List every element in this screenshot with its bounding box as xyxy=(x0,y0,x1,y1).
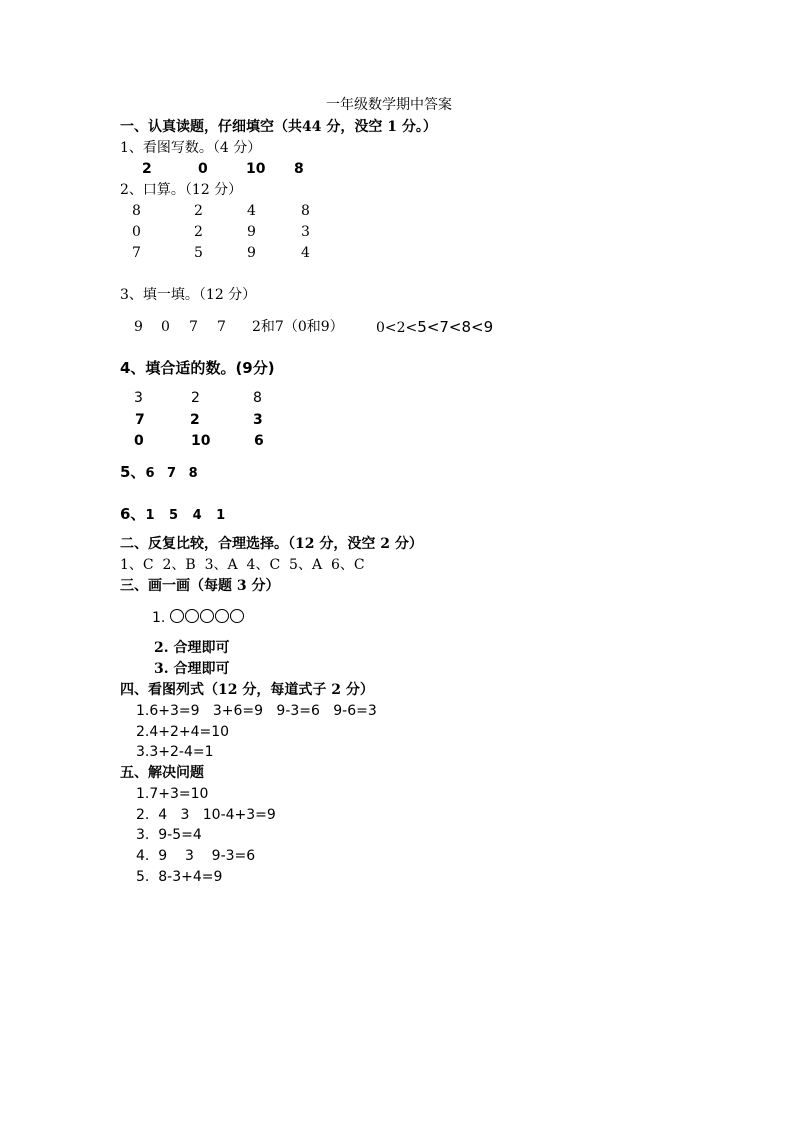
q3-compare-prefix: 0<2< xyxy=(376,320,418,336)
section2-heading: 二、反复比较，合理选择。（12 分，没空 2 分） xyxy=(120,536,423,552)
q1-label: 1、看图写数。（4 分） xyxy=(120,140,262,156)
page-title: 一年级数学期中答案 xyxy=(326,97,452,113)
q6-line xyxy=(120,505,225,525)
q6-label: 6、 xyxy=(120,505,146,523)
q1-answer: 8 xyxy=(294,161,304,177)
section1-heading: 一、认真读题，仔细填空（共44 分，没空 1 分。） xyxy=(120,119,437,135)
q1-answer: 10 xyxy=(246,161,266,177)
section4-heading: 四、看图列式（12 分，每道式子 2 分） xyxy=(120,682,374,698)
q4-cell: 8 xyxy=(253,390,262,406)
q2-cell: 2 xyxy=(194,203,203,219)
circle-shape xyxy=(185,609,199,623)
q3-label: 3、填一填。（12 分） xyxy=(120,287,257,303)
q3-compare-suffix: 5<7<8<9 xyxy=(417,318,494,336)
q5-line xyxy=(120,463,198,483)
q1-answer: 2 xyxy=(142,161,152,177)
q4-cell: 2 xyxy=(190,412,200,428)
q4-cell: 7 xyxy=(135,412,145,428)
q2-cell: 8 xyxy=(132,203,141,219)
q2-cell: 4 xyxy=(247,203,256,219)
q4-cell: 3 xyxy=(253,412,263,428)
section5-item: 2. 4 3 10-4+3=9 xyxy=(136,807,276,823)
q3-answer: 7 xyxy=(217,319,226,335)
q2-cell: 7 xyxy=(132,245,141,261)
q5-label: 5、 xyxy=(120,463,146,481)
q3-answer: 2和7（0和9） xyxy=(252,319,344,335)
section5-item: 4. 9 3 9-3=6 xyxy=(136,848,256,864)
section4-item: 2.4+2+4=10 xyxy=(136,724,230,740)
q2-cell: 0 xyxy=(132,224,141,240)
q1-answer: 0 xyxy=(198,161,208,177)
q2-label: 2、口算。（12 分） xyxy=(120,182,243,198)
section4-item: 3.3+2-4=1 xyxy=(136,744,214,760)
q4-label: 4、填合适的数。(9分) xyxy=(120,359,275,377)
section5-item: 5. 8-3+4=9 xyxy=(136,869,223,885)
q4-cell: 0 xyxy=(134,433,144,449)
q2-cell: 9 xyxy=(247,224,256,240)
q4-cell: 10 xyxy=(191,433,211,449)
section5-item: 1.7+3=10 xyxy=(136,786,209,802)
section3-heading: 三、画一画（每题 3 分） xyxy=(120,578,280,594)
circle-shape xyxy=(200,609,214,623)
q2-cell: 5 xyxy=(194,245,203,261)
q4-cell: 2 xyxy=(191,390,200,406)
q2-cell: 8 xyxy=(301,203,310,219)
section2-answers: 1、C 2、B 3、A 4、C 5、A 6、C xyxy=(120,557,365,573)
q2-cell: 2 xyxy=(194,224,203,240)
circle-row xyxy=(170,609,244,627)
circle-shape xyxy=(230,609,244,623)
q3-answer: 9 xyxy=(134,319,143,335)
section3-item3: 3. 合理即可 xyxy=(154,661,230,677)
section5-item: 3. 9-5=4 xyxy=(136,827,202,843)
q2-cell: 9 xyxy=(247,245,256,261)
circle-shape xyxy=(170,609,184,623)
circle-shape xyxy=(215,609,229,623)
q4-cell: 3 xyxy=(134,390,143,406)
q3-answer: 7 xyxy=(189,319,198,335)
section3-item2: 2. 合理即可 xyxy=(154,640,230,656)
q3-compare xyxy=(376,318,493,337)
section5-heading: 五、解决问题 xyxy=(120,765,204,781)
section3-item1-label: 1. xyxy=(152,610,166,626)
q3-answer: 0 xyxy=(161,319,170,335)
q4-cell: 6 xyxy=(254,433,264,449)
q5-answers: 6 7 8 xyxy=(145,466,198,481)
q6-answers: 1 5 4 1 xyxy=(145,508,226,523)
q2-cell: 3 xyxy=(301,224,310,240)
q2-cell: 4 xyxy=(301,245,310,261)
section4-item: 1.6+3=9 3+6=9 9-3=6 9-6=3 xyxy=(136,703,377,719)
